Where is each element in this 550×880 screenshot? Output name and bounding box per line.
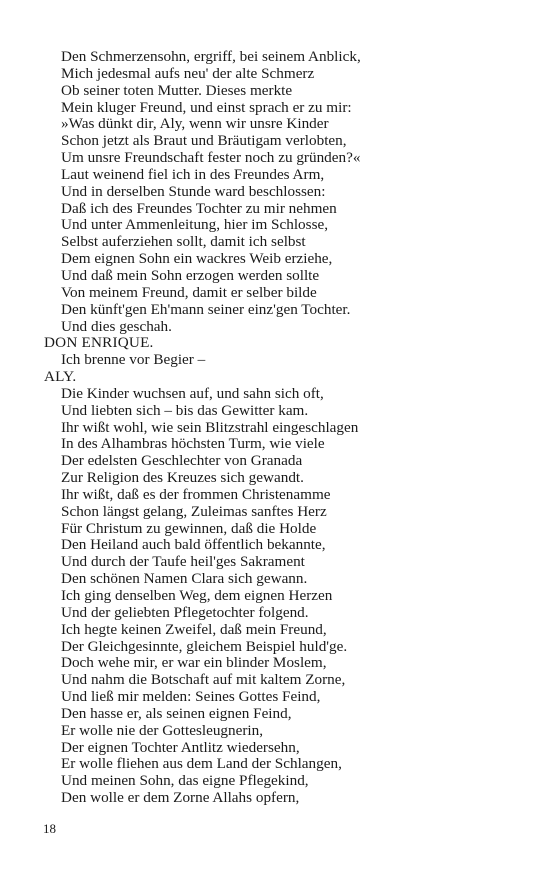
verse-line: Der eignen Tochter Antlitz wiedersehn,: [61, 738, 300, 756]
verse-line: Und in derselben Stunde ward beschlossen:: [61, 182, 326, 200]
verse-line: Daß ich des Freundes Tochter zu mir nehmen: [61, 199, 337, 217]
verse-line: Schon jetzt als Braut und Bräutigam verlobten,: [61, 132, 347, 150]
verse-line: Schon längst gelang, Zuleimas sanftes Herz: [61, 502, 327, 520]
verse-line: Mein kluger Freund, und einst sprach er zu mir:: [61, 98, 352, 116]
verse-line: Und dies geschah.: [61, 317, 172, 335]
verse-line: Und daß mein Sohn erzogen werden sollte: [61, 266, 320, 284]
verse-line: Den künft'gen Eh'mann seiner einz'gen Tochter.: [61, 300, 351, 318]
verse-line: Für Christum zu gewinnen, daß die Holde: [61, 519, 317, 537]
verse-line: Und nahm die Botschaft auf mit kaltem Zorne,: [61, 671, 346, 689]
verse-line: Und ließ mir melden: Seines Gottes Feind,: [61, 688, 321, 706]
verse-line: Ich ging denselben Weg, dem eignen Herzen: [61, 587, 333, 604]
verse-line: Ich hegte keinen Zweifel, daß mein Freund,: [61, 620, 327, 638]
verse-line: Den schönen Namen Clara sich gewann.: [61, 570, 308, 588]
verse-line: Ob seiner toten Mutter. Dieses merkte: [61, 81, 293, 99]
verse-line: Er wolle nie der Gottesleugnerin,: [61, 721, 264, 739]
speaker-name: ALY.: [44, 368, 77, 386]
verse-line: Den Heiland auch bald öffentlich bekannte,: [61, 536, 326, 554]
speaker-name: DON ENRIQUE.: [44, 334, 154, 352]
verse-line: Zur Religion des Kreuzes sich gewandt.: [61, 469, 304, 487]
verse-line: Den hasse er, als seinen eignen Feind,: [61, 704, 292, 722]
verse-line: Der edelsten Geschlechter von Granada: [61, 452, 303, 470]
verse-line: Und meinen Sohn, das eigne Pflegekind,: [61, 772, 309, 790]
verse-line: Laut weinend fiel ich in des Freundes Arm,: [61, 165, 325, 183]
verse-line: Und der geliebten Pflegetochter folgend.: [61, 603, 309, 621]
verse-line: Den Schmerzensohn, ergriff, bei seinem Anblick,: [61, 48, 361, 65]
verse-line: Selbst auferziehen sollt, damit ich selbst: [61, 233, 306, 251]
verse-line: Mich jedesmal aufs neu' der alte Schmerz: [61, 64, 315, 82]
verse-line: Die Kinder wuchsen auf, und sahn sich oft,: [61, 384, 324, 402]
verse-line: Dem eignen Sohn ein wackres Weib erziehe,: [61, 250, 333, 268]
verse-line: Ihr wißt, daß es der frommen Christenamme: [61, 485, 331, 503]
verse-line: Und liebten sich – bis das Gewitter kam.: [61, 401, 309, 419]
verse-line: Von meinem Freund, damit er selber bilde: [61, 283, 317, 301]
verse-line: Und unter Ammenleitung, hier im Schlosse,: [61, 216, 329, 234]
verse-line: »Was dünkt dir, Aly, wenn wir unsre Kinder: [61, 115, 329, 133]
verse-line: Doch wehe mir, er war ein blinder Moslem,: [61, 654, 327, 672]
page-text: [44, 49, 514, 807]
verse-line: Ich brenne vor Begier –: [61, 351, 206, 369]
verse-line: Er wolle fliehen aus dem Land der Schlangen,: [61, 755, 342, 773]
verse-line: Der Gleichgesinnte, gleichem Beispiel huld'ge.: [61, 637, 348, 655]
verse-line: Und durch der Taufe heil'ges Sakrament: [61, 553, 305, 571]
verse-line: Ihr wißt wohl, wie sein Blitzstrahl eingeschlagen: [61, 418, 359, 436]
verse-line: In des Alhambras höchsten Turm, wie viele: [61, 435, 325, 453]
verse-line: Um unsre Freundschaft fester noch zu gründen?«: [61, 149, 361, 167]
verse-line: Den wolle er dem Zorne Allahs opfern,: [61, 789, 300, 807]
page-number: 18: [43, 821, 56, 836]
